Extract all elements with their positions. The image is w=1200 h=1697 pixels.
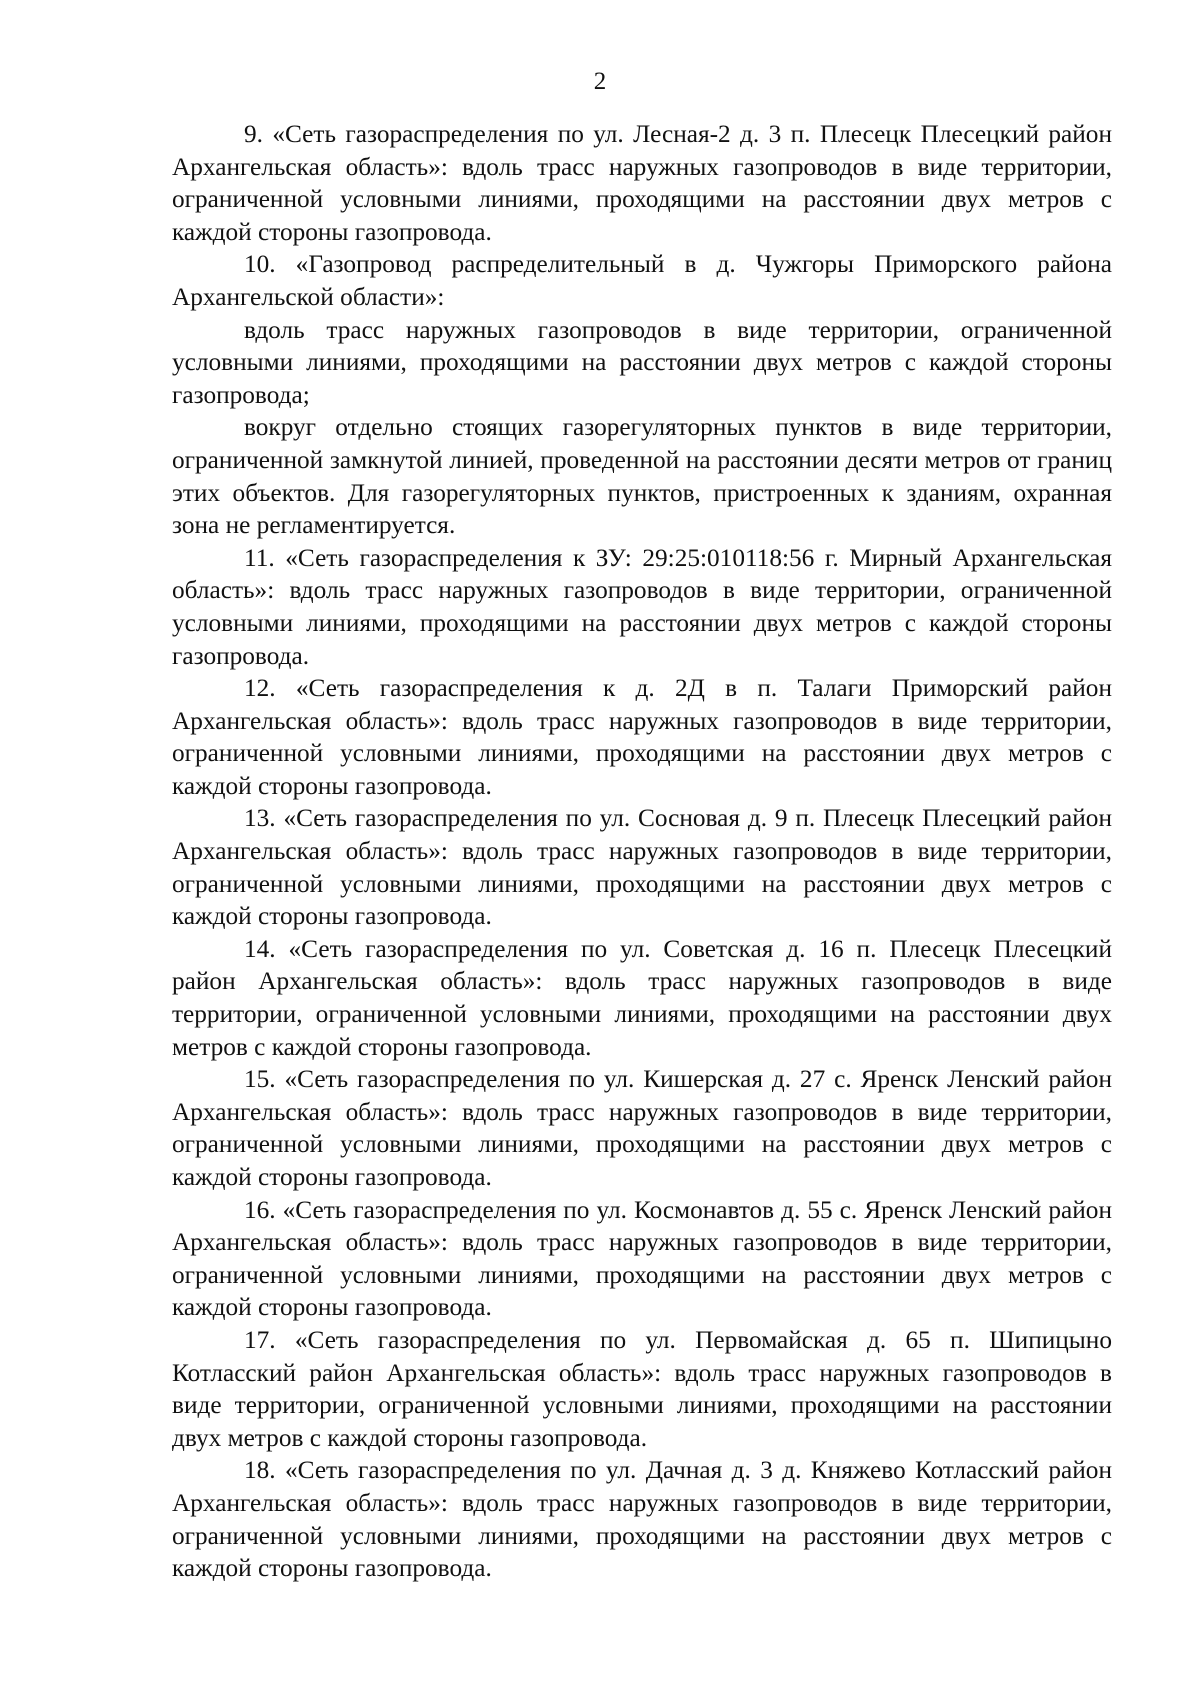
paragraph-item-16: 16. «Сеть газораспределения по ул. Космонавтов д. 55 с. Яренск Ленский район Архангельская область»: вдоль трасс наружных газопроводов в виде территории, ограниченной условными линиями, проходящими на расстоянии двух метров с каждой стороны газопровода. — [172, 1195, 1112, 1322]
paragraph-item-10-regulator-points: вокруг отдельно стоящих газорегуляторных пунктов в виде территории, ограниченной замкнутой линией, проведенной на расстоянии десяти метров от границ этих объектов. Для газорегуляторных пунктов, пристроенных к зданиям, охранная зона не регламентируется. — [172, 413, 1112, 540]
paragraph-item-9: 9. «Сеть газораспределения по ул. Лесная-2 д. 3 п. Плесецк Плесецкий район Архангельская область»: вдоль трасс наружных газопроводов в виде территории, ограниченной условными линиями, проходящими на расстоянии двух метров с каждой стороны газопровода. — [172, 120, 1112, 246]
document-body — [172, 118, 1112, 1585]
paragraph-item-12: 12. «Сеть газораспределения к д. 2Д в п. Талаги Приморский район Архангельская область»: вдоль трасс наружных газопроводов в виде территории, ограниченной условными линиями, проходящими на расстоянии двух метров с каждой стороны газопровода. — [172, 674, 1112, 800]
paragraph-item-14: 14. «Сеть газораспределения по ул. Советская д. 16 п. Плесецк Плесецкий район Архангельская область»: вдоль трасс наружных газопроводов в виде территории, ограниченной условными линиями, проходящими на расстоянии двух метров с каждой стороны газопровода. — [172, 934, 1112, 1061]
paragraph-item-10: 10. «Газопровод распределительный в д. Чужгоры Приморского района Архангельской области»: — [172, 250, 1112, 311]
paragraph-item-13: 13. «Сеть газораспределения по ул. Сосновая д. 9 п. Плесецк Плесецкий район Архангельская область»: вдоль трасс наружных газопроводов в виде территории, ограниченной условными линиями, проходящими на расстоянии двух метров с каждой стороны газопровода. — [172, 804, 1112, 931]
paragraph-item-10-pipelines: вдоль трасс наружных газопроводов в виде территории, ограниченной условными линиями, проходящими на расстоянии двух метров с каждой стороны газопровода; — [172, 315, 1112, 409]
paragraph-item-18: 18. «Сеть газораспределения по ул. Дачная д. 3 д. Княжево Котласский район Архангельская область»: вдоль трасс наружных газопроводов в виде территории, ограниченной условными линиями, проходящими на расстоянии двух метров с каждой стороны газопровода. — [172, 1456, 1112, 1583]
paragraph-item-17: 17. «Сеть газораспределения по ул. Первомайская д. 65 п. Шипицыно Котласский район Архангельская область»: вдоль трасс наружных газопроводов в виде территории, ограниченной условными линиями, проходящими на расстоянии двух метров с каждой стороны газопровода. — [172, 1325, 1112, 1452]
page-number: 2 — [593, 68, 607, 95]
paragraph-item-15: 15. «Сеть газораспределения по ул. Кишерская д. 27 с. Яренск Ленский район Архангельская область»: вдоль трасс наружных газопроводов в виде территории, ограниченной условными линиями, проходящими на расстоянии двух метров с каждой стороны газопровода. — [172, 1065, 1112, 1191]
paragraph-item-11: 11. «Сеть газораспределения к ЗУ: 29:25:010118:56 г. Мирный Архангельская область»: вдоль трасс наружных газопроводов в виде территории, ограниченной условными линиями, проходящими на расстоянии двух метров с каждой стороны газопровода. — [172, 543, 1112, 670]
